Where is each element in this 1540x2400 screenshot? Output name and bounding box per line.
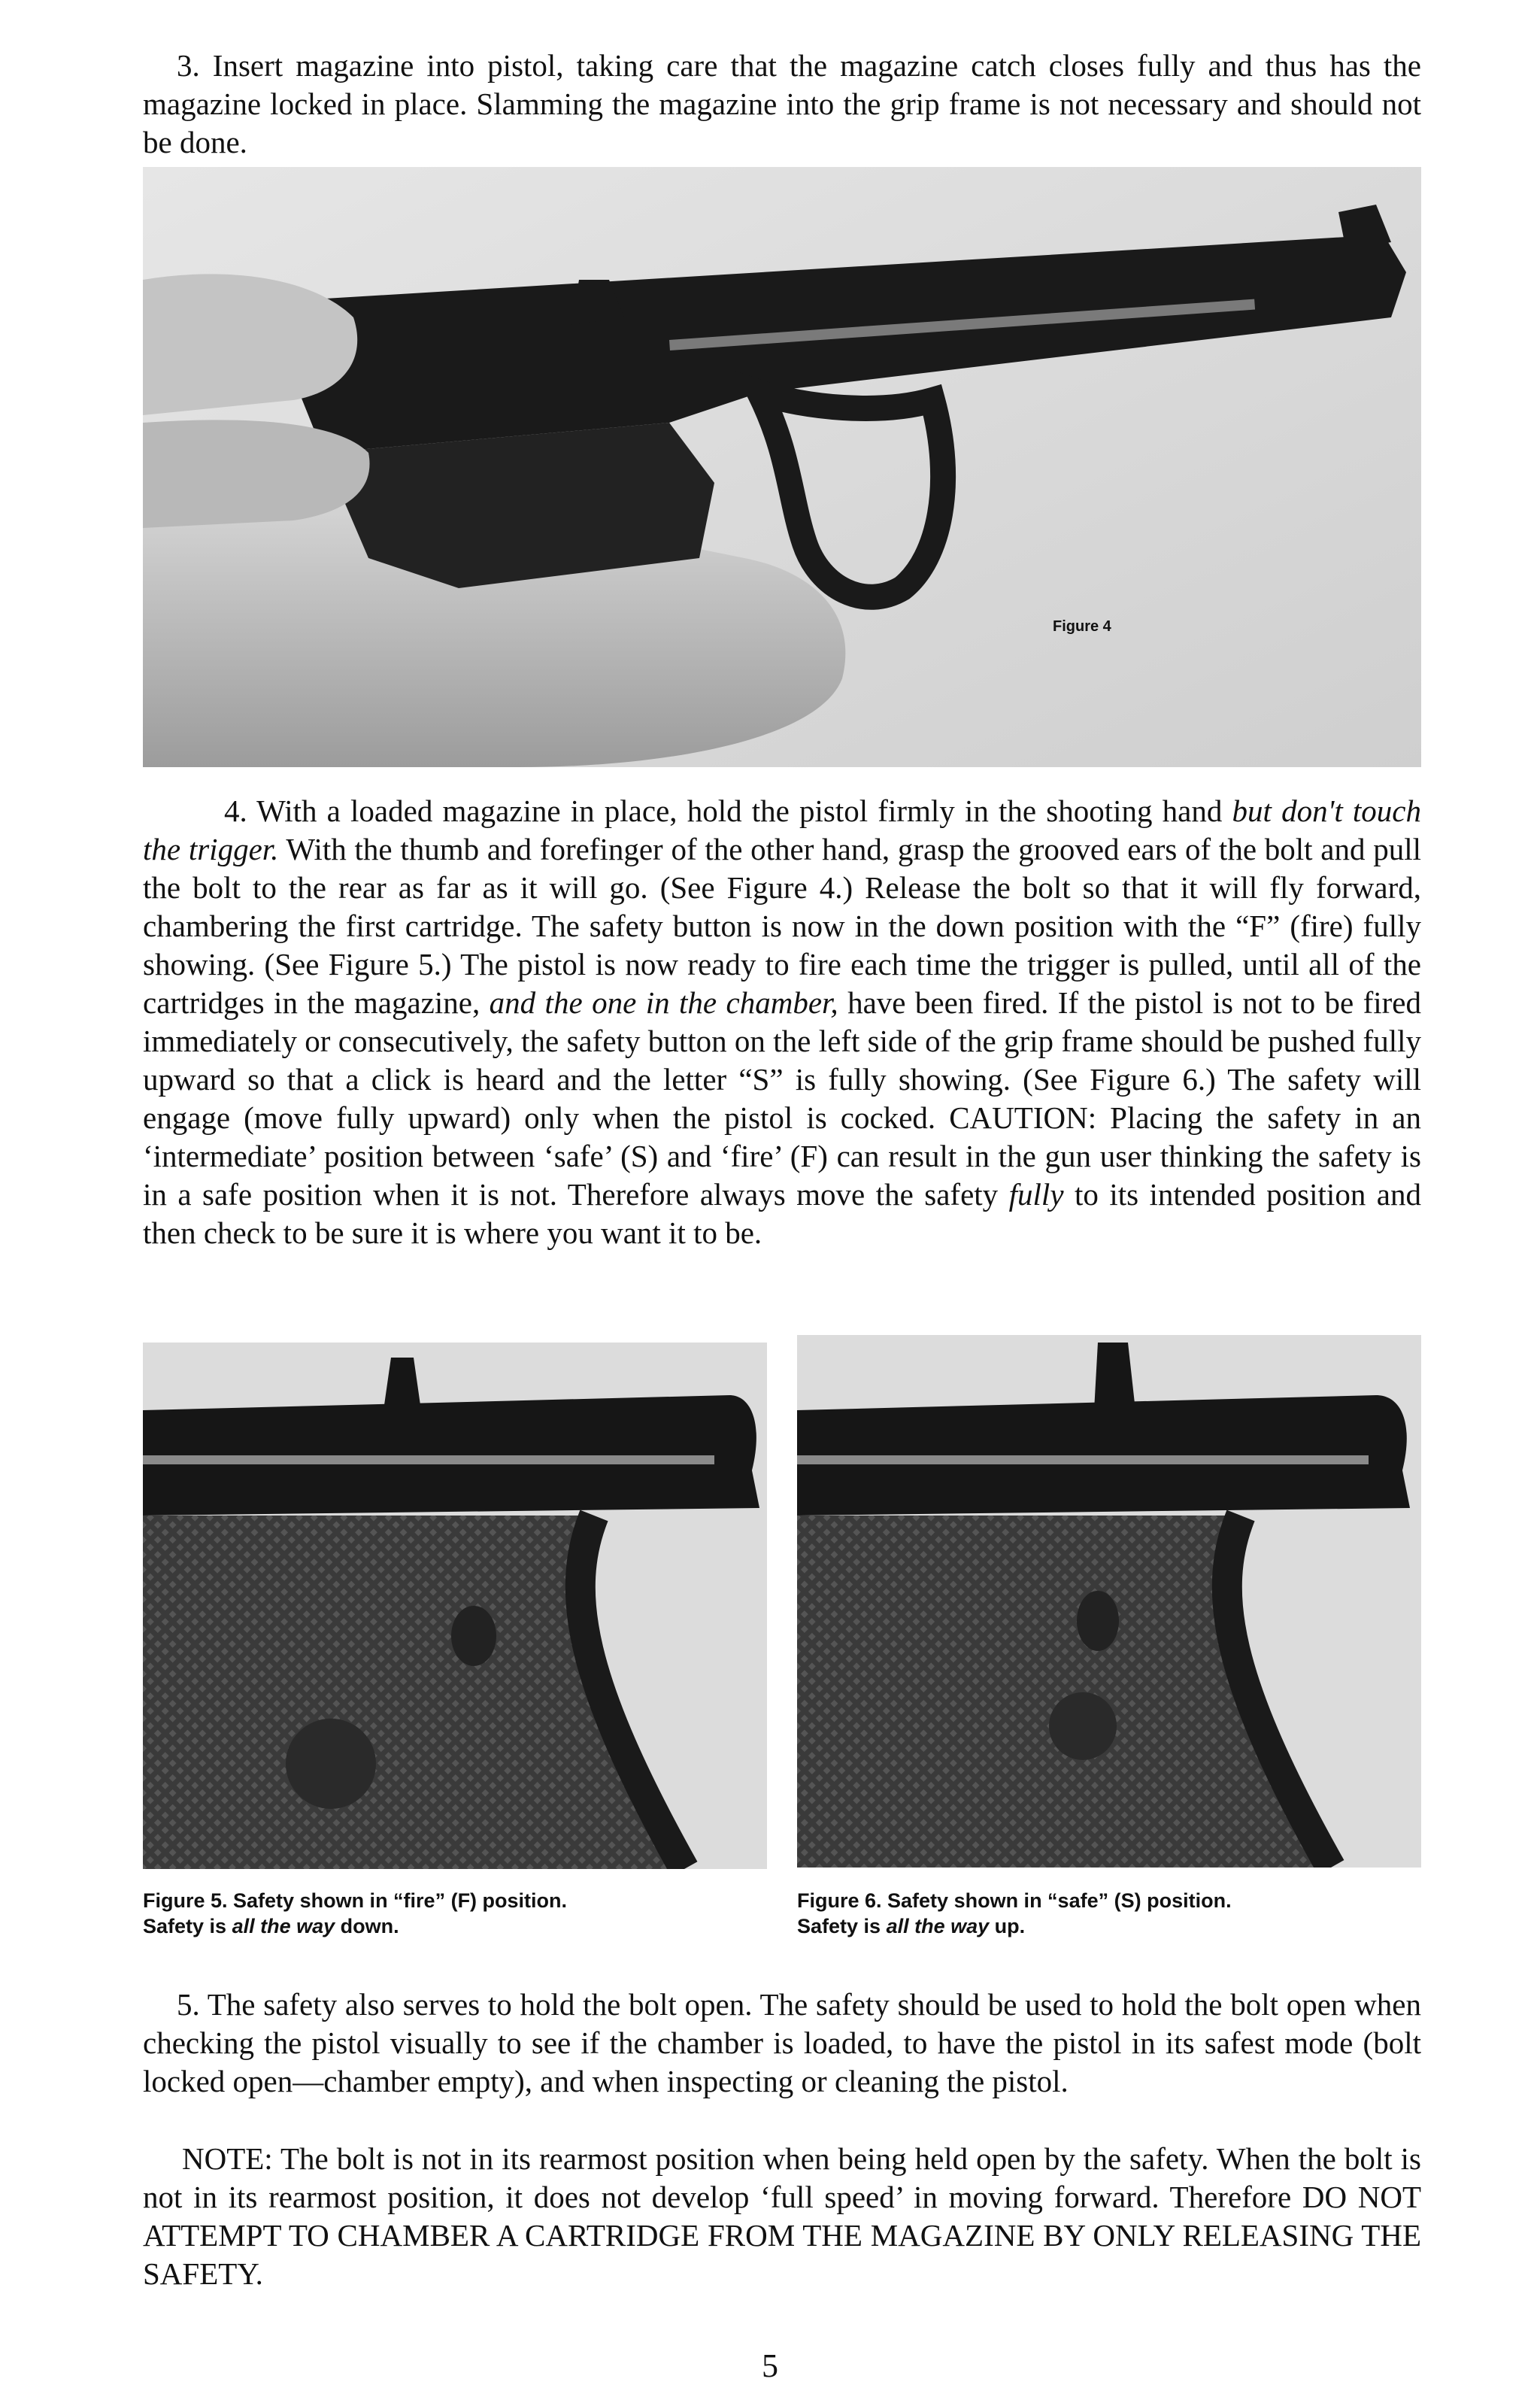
step-5-paragraph: 5. The safety also serves to hold the bolt open. The safety should be used to hold the bolt open when checking the pistol visually to see if the chamber is loaded, to have the pistol in its safest mode (bolt locked open—chamber empty), and when inspecting or cleaning the pistol. [143, 1987, 1421, 2098]
step-4-emphasis-1: but don't touch the trigger. [143, 793, 1422, 866]
step-4-paragraph [143, 792, 1421, 1252]
figure-6-photo [797, 1335, 1421, 1868]
figure-4-photo [143, 167, 1421, 767]
step-4-text-1: 4. With a loaded magazine in place, hold the pistol firmly in the shooting hand [224, 793, 1232, 828]
step-3-paragraph: 3. Insert magazine into pistol, taking care that the magazine catch closes fully and thus has the magazine locked in place. Slamming the magazine into the grip frame is not necessary and should not be done. [143, 48, 1421, 159]
figure-5-photo [143, 1343, 767, 1869]
figure-6-caption-emphasis: all the way [886, 1915, 990, 1937]
figure-4-label: Figure 4 [1053, 618, 1111, 635]
safety-fire-position-illustration [143, 1343, 767, 1869]
pistol-with-hand-illustration [143, 167, 1421, 767]
step-4-text-3: have been fired. If the pistol is not to be fired immediately or consecutively, the safety button on the left side of the grip frame should be pushed fully upward so that a click is heard and the letter “S” is fully showing. (See Figure 6.) The safety will engage (move fully upward) only when the pistol is cocked. CAUTION: Placing the safety in an ‘intermediate’ position between ‘safe’ (S) and ‘fire’ (F) can result in the gun user thinking the safety is in a safe position when it is not. Therefore always move the safety [143, 985, 1422, 1212]
figure-5-caption-line-2-end: down. [335, 1915, 399, 1937]
figure-6-caption [797, 1888, 1232, 1939]
figure-5-caption [143, 1888, 567, 1939]
figure-5-caption-line-1: Figure 5. Safety shown in “fire” (F) position. [143, 1889, 568, 1912]
figure-5-caption-line-2-start: Safety is [143, 1915, 232, 1937]
figure-6-caption-line-2-start: Safety is [797, 1915, 887, 1937]
page-number: 5 [762, 2347, 778, 2384]
note-paragraph: NOTE: The bolt is not in its rearmost position when being held open by the safety. When the bolt is not in its rearmost position, it does not develop ‘full speed’ in moving forward. Therefore DO NOT ATTEMPT TO CHAMBER A CARTRIDGE FROM THE MAGAZINE BY ONLY RELEASING THE SAFETY. [143, 2141, 1421, 2291]
figure-5-caption-emphasis: all the way [232, 1915, 335, 1937]
safety-safe-position-illustration [797, 1335, 1421, 1868]
step-4-emphasis-3: fully [1008, 1177, 1064, 1212]
figure-6-caption-line-2-end: up. [989, 1915, 1026, 1937]
step-4-text-2: With the thumb and forefinger of the other hand, grasp the grooved ears of the bolt and pull the bolt to the rear as far as it will go. (See Figure 4.) Release the bolt so that it will fly forward, chambering the first cartridge. The safety button is now in the down position with the “F” (fire) fully showing. (See Figure 5.) The pistol is now ready to fire each time the trigger is pulled, until all of the cartridges in the magazine, [143, 832, 1421, 1020]
figure-6-caption-line-1: Figure 6. Safety shown in “safe” (S) position. [797, 1889, 1232, 1912]
step-4-text-4: to its intended position and then check to be sure it is where you want it to be. [143, 1177, 1421, 1250]
step-4-emphasis-2: and the one in the chamber, [489, 985, 838, 1020]
